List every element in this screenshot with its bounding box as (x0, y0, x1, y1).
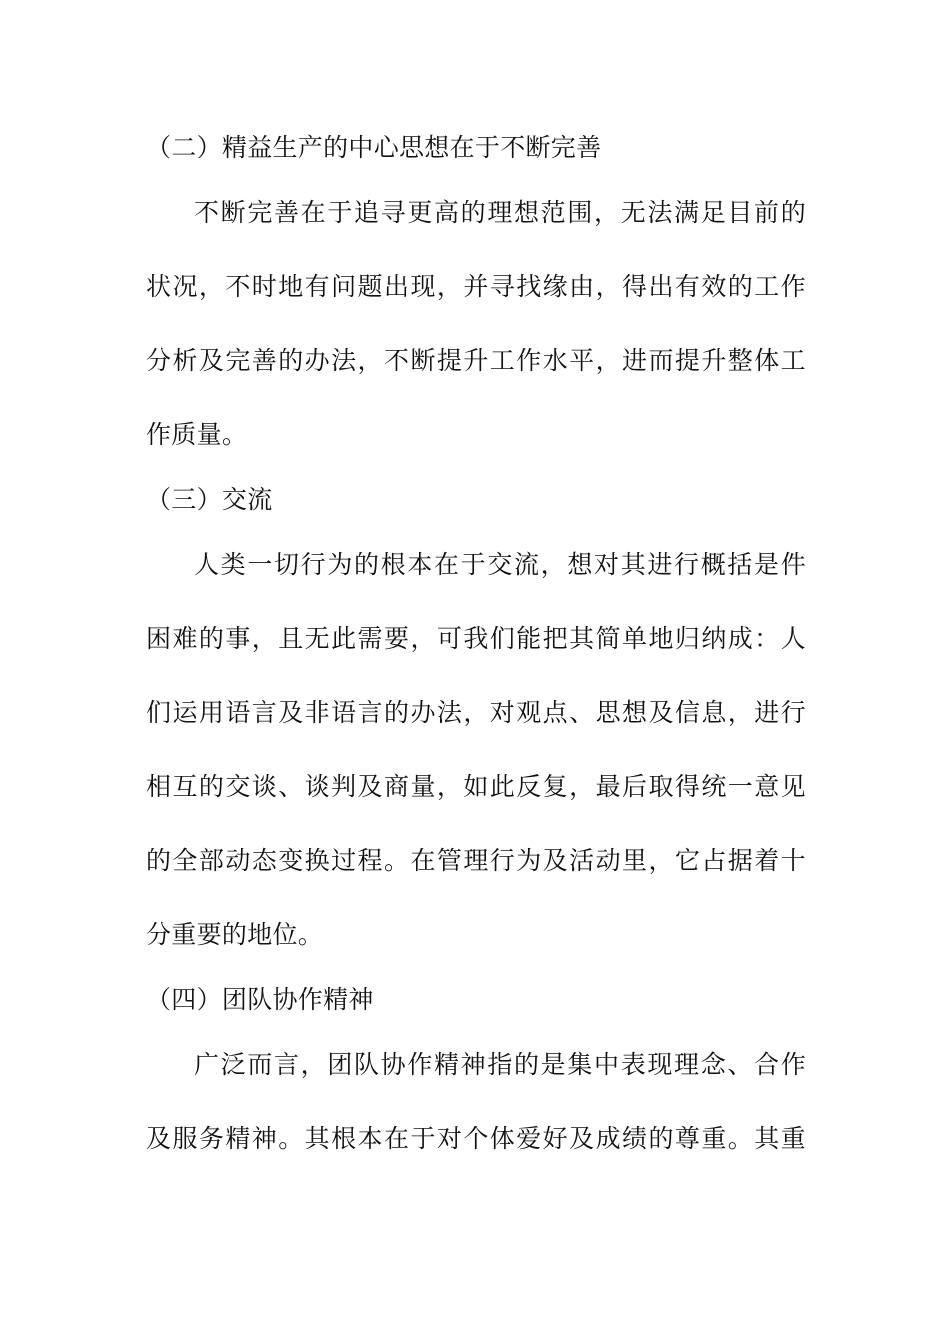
section-heading-4: （四）团队协作精神 (146, 985, 374, 1014)
section-heading-2: （二）精益生产的中心思想在于不断完善 (146, 133, 602, 162)
paragraph-line: 的全部动态变换过程。在管理行为及活动里，它占据着十 (146, 846, 806, 875)
paragraph-line: 分重要的地位。 (146, 920, 324, 949)
paragraph-line: 人类一切行为的根本在于交流，想对其进行概括是件 (194, 550, 806, 579)
paragraph-line: 相互的交谈、谈判及商量，如此反复，最后取得统一意见 (146, 772, 806, 801)
paragraph-line: 状况，不时地有问题出现，并寻找缘由，得出有效的工作 (146, 272, 806, 301)
section-heading-3: （三）交流 (146, 485, 273, 514)
paragraph-line: 及服务精神。其根本在于对个体爱好及成绩的尊重。其重 (146, 1124, 806, 1153)
paragraph-line: 广泛而言，团队协作精神指的是集中表现理念、合作 (194, 1050, 806, 1079)
paragraph-line: 分析及完善的办法，不断提升工作水平，进而提升整体工 (146, 346, 806, 375)
paragraph-line: 作质量。 (146, 420, 248, 449)
paragraph-line: 们运用语言及非语言的办法，对观点、思想及信息，进行 (146, 698, 806, 727)
paragraph-line: 不断完善在于追寻更高的理想范围，无法满足目前的 (194, 198, 806, 227)
paragraph-line: 困难的事，且无此需要，可我们能把其简单地归纳成：人 (146, 624, 806, 653)
